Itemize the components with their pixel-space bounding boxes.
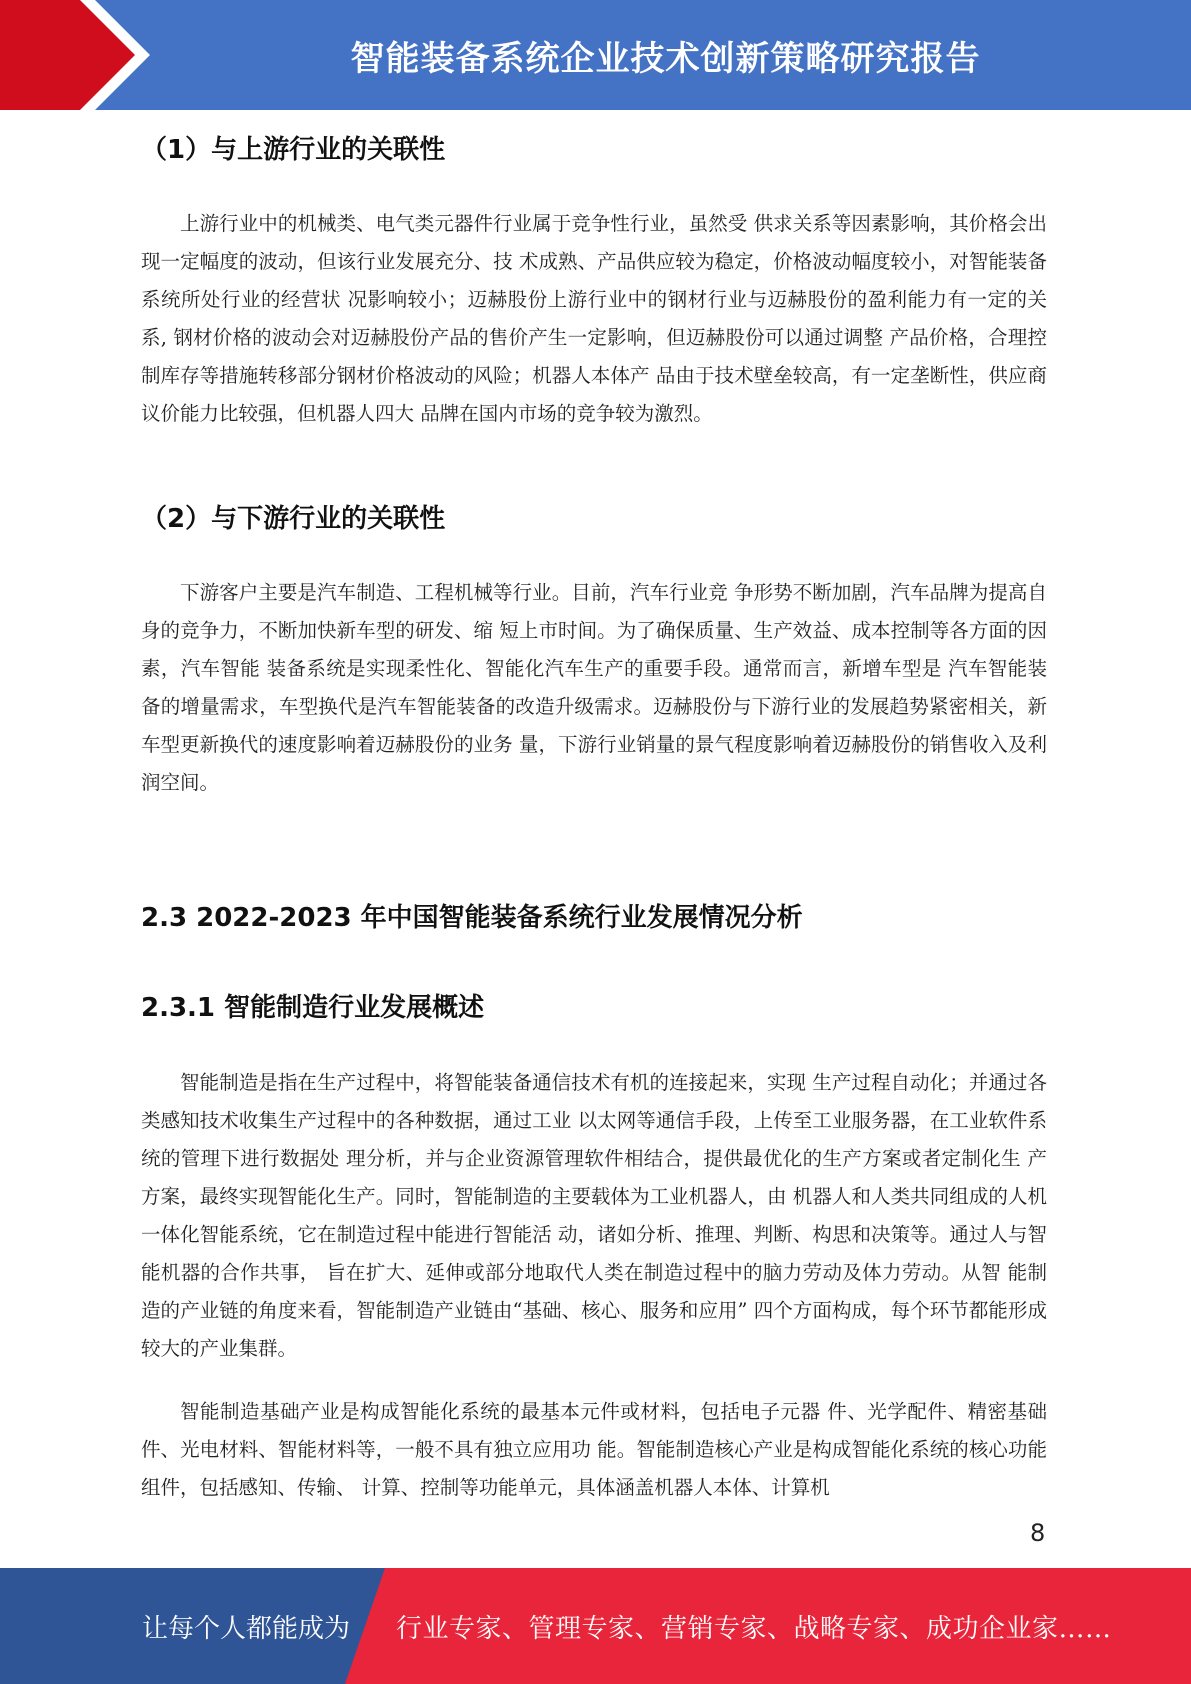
footer-banner xyxy=(0,1568,1191,1684)
paragraph-smart-manufacturing-2: 智能制造基础产业是构成智能化系统的最基本元件或材料，包括电子元器 件、光学配件、精密基础件、光电材料、智能材料等，一般不具有独立应用功 能。智能制造核心产业是构成智能化系统的核心功能组件，包括感知、传输、 计算、控制等功能单元，具体涵盖机器人本体、计算机 xyxy=(141,1400,1047,1499)
report-title: 智能装备系统企业技术创新策略研究报告 xyxy=(350,38,981,79)
header-chevron-icon xyxy=(0,0,160,110)
header-banner xyxy=(0,0,1191,110)
section-heading-upstream: （1）与上游行业的关联性 xyxy=(141,135,446,165)
footer-slogan-right: 行业专家、管理专家、营销专家、战略专家、成功企业家…… xyxy=(396,1613,1112,1644)
paragraph-upstream: 上游行业中的机械类、电气类元器件行业属于竞争性行业，虽然受 供求关系等因素影响，其价格会出现一定幅度的波动，但该行业发展充分、技 术成熟、产品供应较为稳定，价格波动幅度较小，对智能装备系统所处行业的经营状 况影响较小；迈赫股份上游行业中的钢材行业与迈赫股份的盈利能力有一定的关系, 钢材价格的波动会对迈赫股份产品的售价产生一定影响，但迈赫股份可以通过调整 产品价格，合理控制库存等措施转移部分钢材价格波动的风险；机器人本体产 品由于技术壁垒较高，有一定垄断性，供应商议价能力比较强，但机器人四大 品牌在国内市场的竞争较为激烈。 xyxy=(141,212,1047,425)
section-heading-2-3-1: 2.3.1 智能制造行业发展概述 xyxy=(141,993,485,1023)
paragraph-smart-manufacturing-1: 智能制造是指在生产过程中，将智能装备通信技术有机的连接起来，实现 生产过程自动化；并通过各类感知技术收集生产过程中的各种数据，通过工业 以太网等通信手段，上传至工业服务器，在工业软件系统的管理下进行数据处 理分析，并与企业资源管理软件相结合，提供最优化的生产方案或者定制化生 产方案，最终实现智能化生产。同时，智能制造的主要载体为工业机器人，由 机器人和人类共同组成的人机一体化智能系统，它在制造过程中能进行智能活 动，诸如分析、推理、判断、构思和决策等。通过人与智能机器的合作共事， 旨在扩大、延伸或部分地取代人类在制造过程中的脑力劳动及体力劳动。从智 能制造的产业链的角度来看，智能制造产业链由“基础、核心、服务和应用” 四个方面构成，每个环节都能形成较大的产业集群。 xyxy=(141,1071,1047,1360)
section-heading-downstream: （2）与下游行业的关联性 xyxy=(141,504,446,534)
page-number: 8 xyxy=(1030,1519,1046,1547)
section-heading-2-3: 2.3 2022-2023 年中国智能装备系统行业发展情况分析 xyxy=(141,903,803,933)
footer-slogan-left: 让每个人都能成为 xyxy=(142,1613,351,1644)
paragraph-downstream: 下游客户主要是汽车制造、工程机械等行业。目前，汽车行业竞 争形势不断加剧，汽车品牌为提高自身的竞争力，不断加快新车型的研发、缩 短上市时间。为了确保质量、生产效益、成本控制等各方面的因素，汽车智能 装备系统是实现柔性化、智能化汽车生产的重要手段。通常而言，新增车型是 汽车智能装备的增量需求，车型换代是汽车智能装备的改造升级需求。迈赫股份与下游行业的发展趋势紧密相关，新车型更新换代的速度影响着迈赫股份的业务 量，下游行业销量的景气程度影响着迈赫股份的销售收入及利润空间。 xyxy=(141,581,1047,794)
